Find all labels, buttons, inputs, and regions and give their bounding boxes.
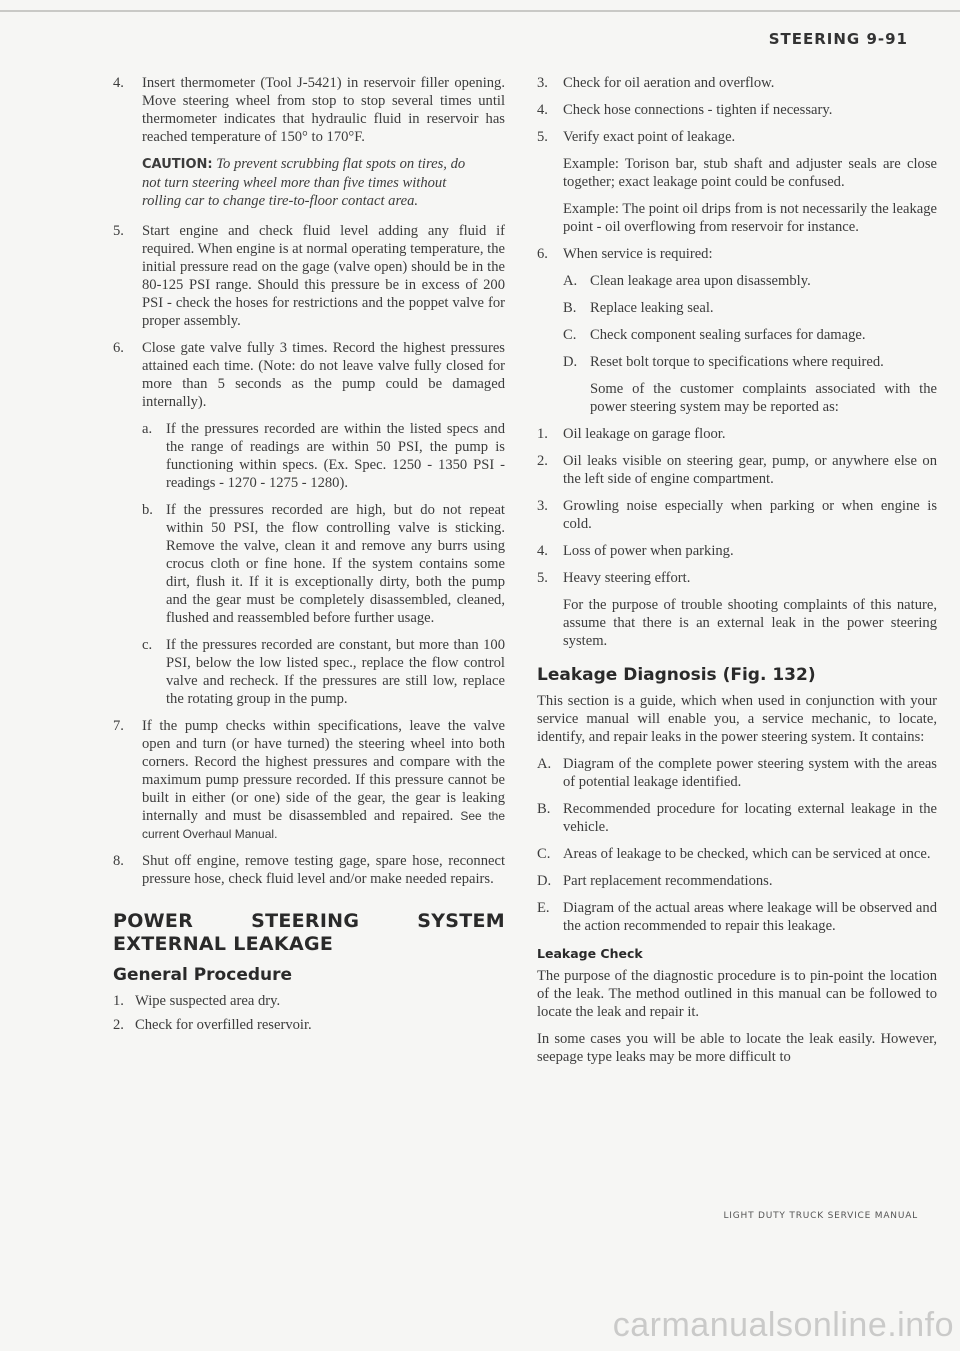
step-number: 6. [537,246,548,262]
complaint-text: Growling noise especially when parking or when engine is cold. [563,498,937,532]
step-6 [113,339,505,411]
diagnosis-intro: This section is a guide, which when used in conjunction with your service manual will enable you, a service mechanic, to locate, identify, and repair leaks in the power steering system. It contains: [537,693,937,745]
step-text: Close gate valve fully 3 times. Record the highest pressures attained each time. (Note: do not leave valve fully closed for more than 5 seconds as the pump could be damaged internally). [142,340,505,410]
contents-text: Diagram of the complete power steering system with the areas of potential leakage identified. [563,756,937,790]
contents-c [537,845,937,863]
step-text: Check hose connections - tighten if necessary. [563,102,833,118]
complaint-text: Oil leakage on garage floor. [563,426,726,442]
procedure-step-5 [537,128,937,146]
substep-letter: C. [563,327,577,343]
step-number: 2. [113,1017,124,1033]
step-number: 1. [113,993,124,1009]
step-text: Start engine and check fluid level adding any fluid if required. When engine is at normal operating temperature, the initial pressure read on the gage (valve open) should be in the 80-125 PSI range. Should this pressure be in excess of 200 PSI - check the hoses for restrictions and the poppet valve for proper assembly. [142,223,505,329]
caution-label: CAUTION: [142,157,213,172]
service-step-c [563,326,937,344]
step-8 [113,852,505,888]
complaint-text: Oil leaks visible on steering gear, pump, or anywhere else on the left side of engine compartment. [563,453,937,487]
step-text: Insert thermometer (Tool J-5421) in reservoir filler opening. Move steering wheel from stop to stop several times until thermometer indicates that hydraulic fluid in reservoir has reached temperature of 150° to 170°F. [142,75,505,145]
subsection-heading: General Procedure [113,965,293,985]
example-2: Example: The point oil drips from is not necessarily the leakage point - oil overflowing from reservoir for instance. [563,201,937,235]
substep-text: If the pressures recorded are high, but do not repeat within 50 PSI, the flow controlling valve is sticking. Remove the valve, clean it and remove any burrs using crocus cloth or fine hone. If the system contains some dirt, flush it. If it is exceptionally dirty, both the pump and the gear must be completely disassembled, cleaned, flushed and reassembled before further usage. [166,502,505,626]
contents-a [537,755,937,791]
leakage-check-paragraph-1: The purpose of the diagnostic procedure is to pin-point the location of the leak. The method outlined in this manual can be followed to locate the leak and repair it. [537,968,937,1020]
step-number: 4. [113,75,124,91]
contents-e [537,899,937,935]
contents-text: Areas of leakage to be checked, which can be serviced at once. [563,846,931,862]
step-number: 4. [537,102,548,118]
step-number: 6. [113,340,124,356]
step-5 [113,222,505,330]
complaint-text: Loss of power when parking. [563,543,734,559]
complaint-5 [537,569,937,587]
contents-letter: A. [537,756,552,772]
substep-letter: D. [563,354,578,370]
step-number: 3. [537,75,548,91]
service-step-d [563,353,937,371]
complaint-2 [537,452,937,488]
contents-letter: D. [537,873,552,889]
contents-d [537,872,937,890]
substep-letter: a. [142,421,153,437]
service-step-b [563,299,937,317]
step-number: 5. [537,129,548,145]
example-1: Example: Torison bar, stub shaft and adjuster seals are close together; exact leakage point could be confused. [563,156,937,190]
section-heading: POWER STEERING SYSTEM EXTERNAL LEAKAGE [113,910,505,955]
complaint-number: 2. [537,453,548,469]
leakage-diagnosis-heading: Leakage Diagnosis (Fig. 132) [537,665,816,685]
substep-text: Replace leaking seal. [590,300,714,316]
substep-text: If the pressures recorded are constant, but more than 100 PSI, below the low listed spec., replace the flow control valve and recheck. If the pressures are still low, replace the rotating group in the pump. [166,637,505,707]
left-column [113,74,505,1043]
contents-letter: C. [537,846,551,862]
caution-note [142,155,485,210]
overhaul-reference: See the current Overhaul Manual. [142,809,506,841]
caution-text: To prevent scrubbing flat spots on tires, do not turn steering wheel more than five times without rolling car to change tire-to-floor contact area. [142,156,466,209]
right-column [537,74,937,1075]
complaint-number: 3. [537,498,548,514]
step-text: Verify exact point of leakage. [563,129,736,145]
service-step-a [563,272,937,290]
step-6c [142,636,505,708]
leakage-check-heading: Leakage Check [537,946,643,961]
complaint-3 [537,497,937,533]
step-number: 8. [113,853,124,869]
procedure-step-2 [113,1016,505,1034]
complaint-4 [537,542,937,560]
complaint-text: Heavy steering effort. [563,570,691,586]
step-number: 5. [113,223,124,239]
substep-letter: c. [142,637,153,653]
step-text: Check for oil aeration and overflow. [563,75,775,91]
step-6a [142,420,505,492]
contents-text: Recommended procedure for locating external leakage in the vehicle. [563,801,937,835]
contents-b [537,800,937,836]
purpose-note: For the purpose of trouble shooting complaints of this nature, assume that there is an external leak in the power steering system. [563,597,937,649]
substep-text: Check component sealing surfaces for damage. [590,327,866,343]
procedure-step-1 [113,992,505,1010]
step-4 [113,74,505,146]
step-text: Shut off engine, remove testing gage, spare hose, reconnect pressure hose, check fluid level and/or make needed repairs. [142,853,505,887]
step-6b [142,501,505,627]
complaints-intro: Some of the customer complaints associated with the power steering system may be reported as: [590,381,937,415]
substep-letter: B. [563,300,577,316]
complaint-number: 4. [537,543,548,559]
watermark: carmanualsonline.info [612,1306,954,1344]
procedure-step-6 [537,245,937,263]
step-text: Check for overfilled reservoir. [135,1017,312,1033]
substep-text: If the pressures recorded are within the listed specs and the range of readings are within 50 PSI, the pump is functioning within specs. (Ex. Spec. 1250 - 1350 PSI - readings - 1270 - 1275 - 1280). [166,421,505,491]
procedure-step-3 [537,74,937,92]
contents-letter: B. [537,801,551,817]
contents-text: Diagram of the actual areas where leakage will be observed and the action recommended to repair this leakage. [563,900,937,934]
page-footer: LIGHT DUTY TRUCK SERVICE MANUAL [723,1211,918,1221]
complaint-1 [537,425,937,443]
contents-text: Part replacement recommendations. [563,873,773,889]
top-rule [0,10,960,12]
step-text: Wipe suspected area dry. [135,993,281,1009]
substep-letter: A. [563,273,578,289]
procedure-step-4 [537,101,937,119]
leakage-check-paragraph-2: In some cases you will be able to locate the leak easily. However, seepage type leaks may be more difficult to [537,1031,937,1065]
complaint-number: 5. [537,570,548,586]
substep-text: Reset bolt torque to specifications where required. [590,354,884,370]
substep-text: Clean leakage area upon disassembly. [590,273,811,289]
page-header: STEERING 9-91 [768,30,908,48]
step-text: If the pump checks within specifications, leave the valve open and turn (or have turned) the steering wheel into both corners. Record the highest pressures and compare with the maximum pump pressure recorded. If this pressure cannot be built in either (or one) side of the gear, the gear is leaking internally and must be disassembled and repaired. [142,718,505,824]
step-text: When service is required: [563,246,713,262]
step-7 [113,717,505,843]
step-number: 7. [113,718,124,734]
complaint-number: 1. [537,426,548,442]
substep-letter: b. [142,502,153,518]
contents-letter: E. [537,900,550,916]
